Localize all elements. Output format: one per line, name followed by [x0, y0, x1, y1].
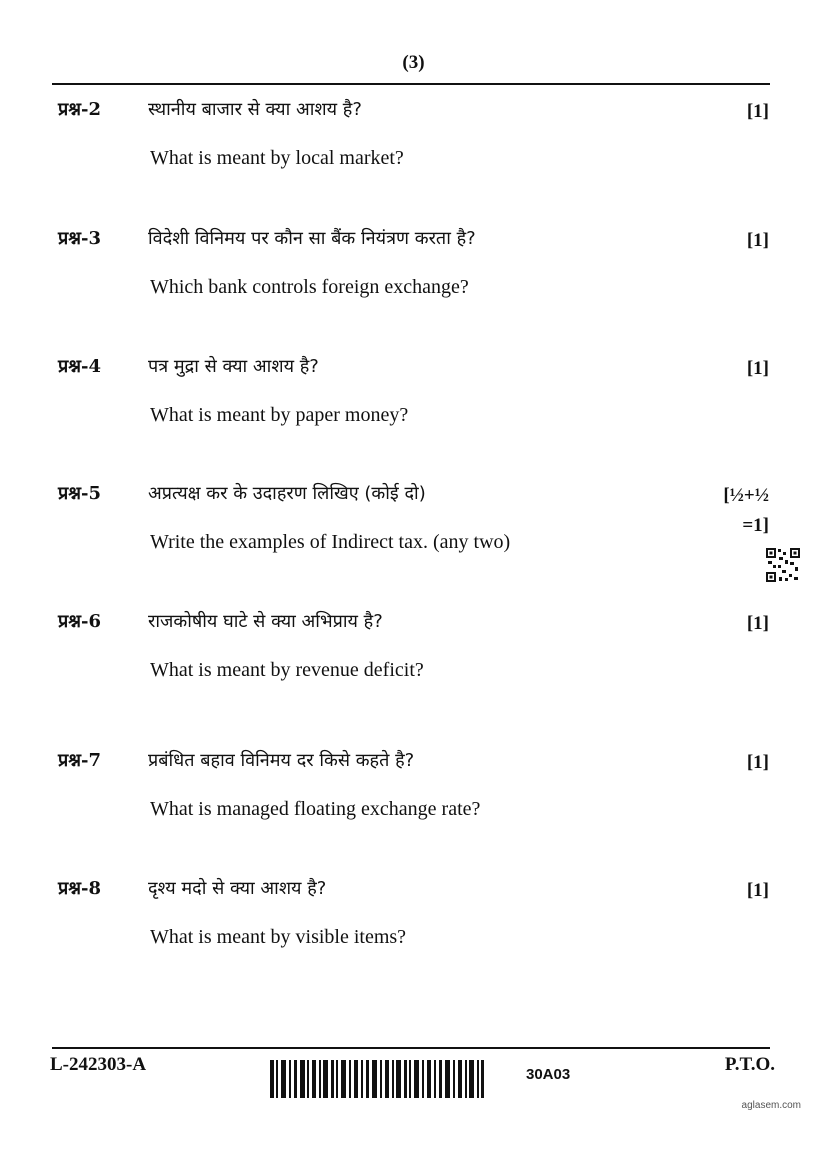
- question-marks: [1]: [746, 101, 769, 122]
- watermark: aglasem.com: [741, 1100, 801, 1111]
- qr-code-icon: [765, 547, 801, 583]
- question-text-english: What is meant by local market?: [150, 147, 404, 169]
- question-marks: [1]: [746, 752, 769, 773]
- question-4: [0, 354, 827, 444]
- question-number: प्रश्न-3: [58, 228, 101, 249]
- question-number: प्रश्न-8: [58, 878, 101, 899]
- question-text-english: Which bank controls foreign exchange?: [150, 276, 469, 298]
- question-text-english: What is meant by paper money?: [150, 404, 409, 426]
- question-number: प्रश्न-6: [58, 611, 101, 632]
- question-text-english: What is meant by revenue deficit?: [150, 659, 424, 681]
- question-7: [0, 748, 827, 838]
- question-text-hindi: पत्र मुद्रा से क्या आशय है?: [148, 356, 319, 377]
- question-2: [0, 97, 827, 187]
- barcode-icon: [270, 1060, 484, 1098]
- question-text-english: What is meant by visible items?: [150, 926, 407, 948]
- question-text-hindi: प्रबंधित बहाव विनिमय दर किसे कहते है?: [148, 750, 415, 771]
- question-5: [0, 481, 827, 571]
- question-marks: [1]: [746, 613, 769, 634]
- question-8: [0, 876, 827, 966]
- question-marks: [1]: [746, 358, 769, 379]
- footer-divider: [52, 1047, 770, 1049]
- question-number: प्रश्न-5: [58, 483, 101, 504]
- question-number: प्रश्न-2: [58, 99, 101, 120]
- question-marks: [½+½ =1]: [723, 485, 769, 536]
- question-3: [0, 226, 827, 316]
- page-number: (3): [402, 52, 425, 73]
- question-text-hindi: दृश्य मदो से क्या आशय है?: [148, 878, 327, 899]
- question-marks: [1]: [746, 880, 769, 901]
- question-number: प्रश्न-4: [58, 356, 101, 377]
- barcode-id: 30A03: [526, 1066, 571, 1083]
- question-6: [0, 609, 827, 699]
- header-divider: [52, 83, 770, 85]
- question-text-english: Write the examples of Indirect tax. (any two): [150, 531, 511, 553]
- question-text-hindi: विदेशी विनिमय पर कौन सा बैंक नियंत्रण करता है?: [148, 228, 476, 249]
- question-text-hindi: अप्रत्यक्ष कर के उदाहरण लिखिए (कोई दो): [148, 483, 426, 504]
- paper-code: L-242303-A: [50, 1054, 147, 1075]
- question-text-hindi: स्थानीय बाजार से क्या आशय है?: [148, 99, 362, 120]
- pto-label: P.T.O.: [724, 1054, 775, 1075]
- question-text-hindi: राजकोषीय घाटे से क्या अभिप्राय है?: [148, 611, 383, 632]
- question-text-english: What is managed floating exchange rate?: [150, 798, 481, 820]
- question-marks: [1]: [746, 230, 769, 251]
- question-number: प्रश्न-7: [58, 750, 101, 771]
